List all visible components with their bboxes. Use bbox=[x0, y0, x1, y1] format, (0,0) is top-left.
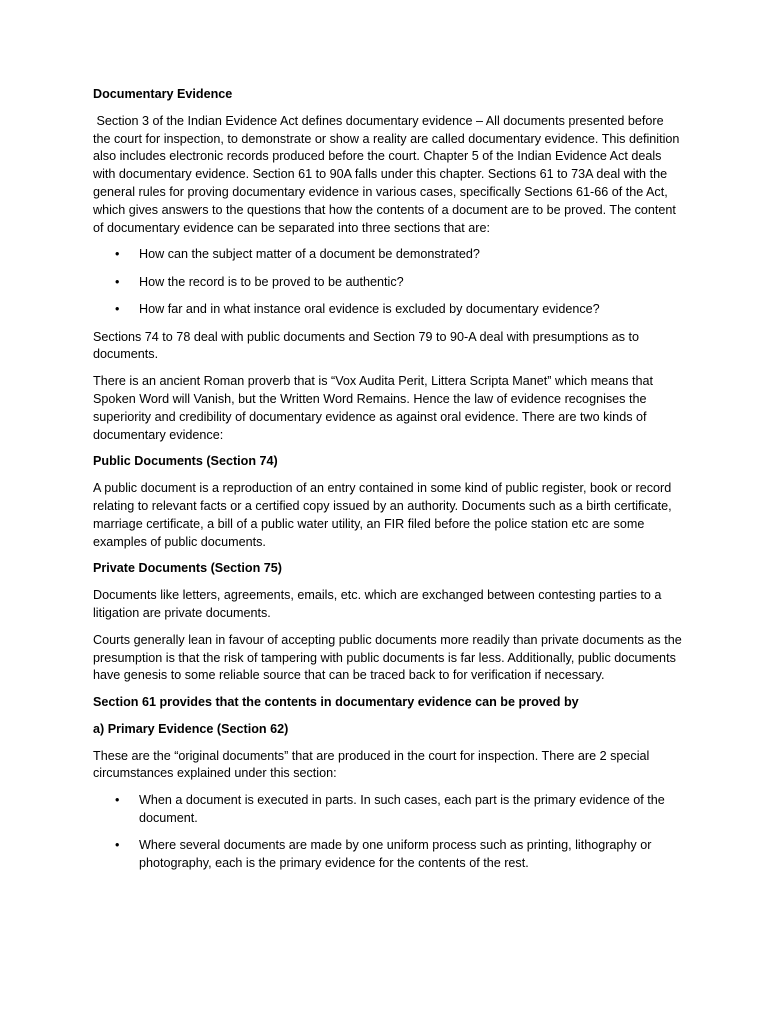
primary-evidence-paragraph: These are the “original documents” that are produced in the court for inspection. There are 2 special circumstances explained under this section: bbox=[93, 748, 650, 781]
list-item-text: Where several documents are made by one uniform process such as printing, lithography or photography, each is the primary evidence for the contents of the rest. bbox=[139, 838, 652, 871]
circumstances-list bbox=[93, 792, 683, 873]
sections-paragraph: Sections 74 to 78 deal with public documents and Section 79 to 90-A deal with presumptions as to documents. bbox=[93, 329, 640, 362]
bullet-icon: • bbox=[115, 274, 120, 289]
list-item-text: When a document is executed in parts. In such cases, each part is the primary evidence of the document. bbox=[139, 793, 665, 826]
document-title: Documentary Evidence bbox=[93, 87, 233, 101]
list-item-text: How far and in what instance oral evidence is excluded by documentary evidence? bbox=[139, 302, 600, 317]
bullet-icon: • bbox=[115, 302, 120, 317]
public-documents-paragraph: A public document is a reproduction of an entry contained in some kind of public register, book or record relating to relevant facts or a certified copy issued by an authority. Documents such as a birth certificate, marriage certificate, a bill of a public water utility, an FIR filed before the police station etc are some examples of public documents. bbox=[93, 481, 672, 549]
primary-evidence-heading: a) Primary Evidence (Section 62) bbox=[93, 721, 289, 736]
public-documents-heading: Public Documents (Section 74) bbox=[93, 454, 278, 469]
questions-list bbox=[93, 246, 683, 319]
courts-paragraph: Courts generally lean in favour of accepting public documents more readily than private documents as the presumption is that the risk of tampering with public documents is far less. Additionally, public documents have genesis to some reliable source that can be traced back to for verification if necessary. bbox=[93, 632, 682, 683]
list-item-text: How can the subject matter of a document be demonstrated? bbox=[139, 247, 480, 262]
private-documents-paragraph: Documents like letters, agreements, emails, etc. which are exchanged between contesting parties to a litigation are private documents. bbox=[93, 588, 662, 620]
list-item-text: How the record is to be proved to be authentic? bbox=[139, 274, 404, 289]
section-61-heading: Section 61 provides that the contents in documentary evidence can be proved by bbox=[93, 695, 579, 710]
list-item bbox=[93, 837, 683, 873]
bullet-icon: • bbox=[115, 247, 120, 262]
list-item bbox=[93, 792, 683, 828]
bullet-icon: • bbox=[115, 838, 120, 853]
proverb-paragraph: There is an ancient Roman proverb that is “Vox Audita Perit, Littera Scripta Manet” which means that Spoken Word will Vanish, but the Written Word Remains. Hence the law of evidence recognises the superiority and credibility of documentary evidence as against oral evidence. There are two kinds of documentary evidence: bbox=[93, 374, 653, 442]
document-page bbox=[93, 86, 683, 883]
bullet-icon: • bbox=[115, 793, 120, 808]
private-documents-heading: Private Documents (Section 75) bbox=[93, 561, 282, 576]
list-item bbox=[93, 246, 683, 264]
list-item bbox=[93, 301, 683, 319]
intro-paragraph: Section 3 of the Indian Evidence Act defines documentary evidence – All documents presented before the court for inspection, to demonstrate or show a reality are called documentary evidence. This definition also includes electronic records produced before the court. Chapter 5 of the Indian Evidence Act deals with documentary evidence. Section 61 to 90A falls under this chapter. Sections 61 to 73A deal with the general rules for proving documentary evidence in various cases, specifically Sections 61-66 of the Act, which gives answers to the questions that how the contents of a document are to be proved. The content of documentary evidence can be separated into three sections that are: bbox=[93, 113, 683, 235]
list-item bbox=[93, 274, 683, 292]
